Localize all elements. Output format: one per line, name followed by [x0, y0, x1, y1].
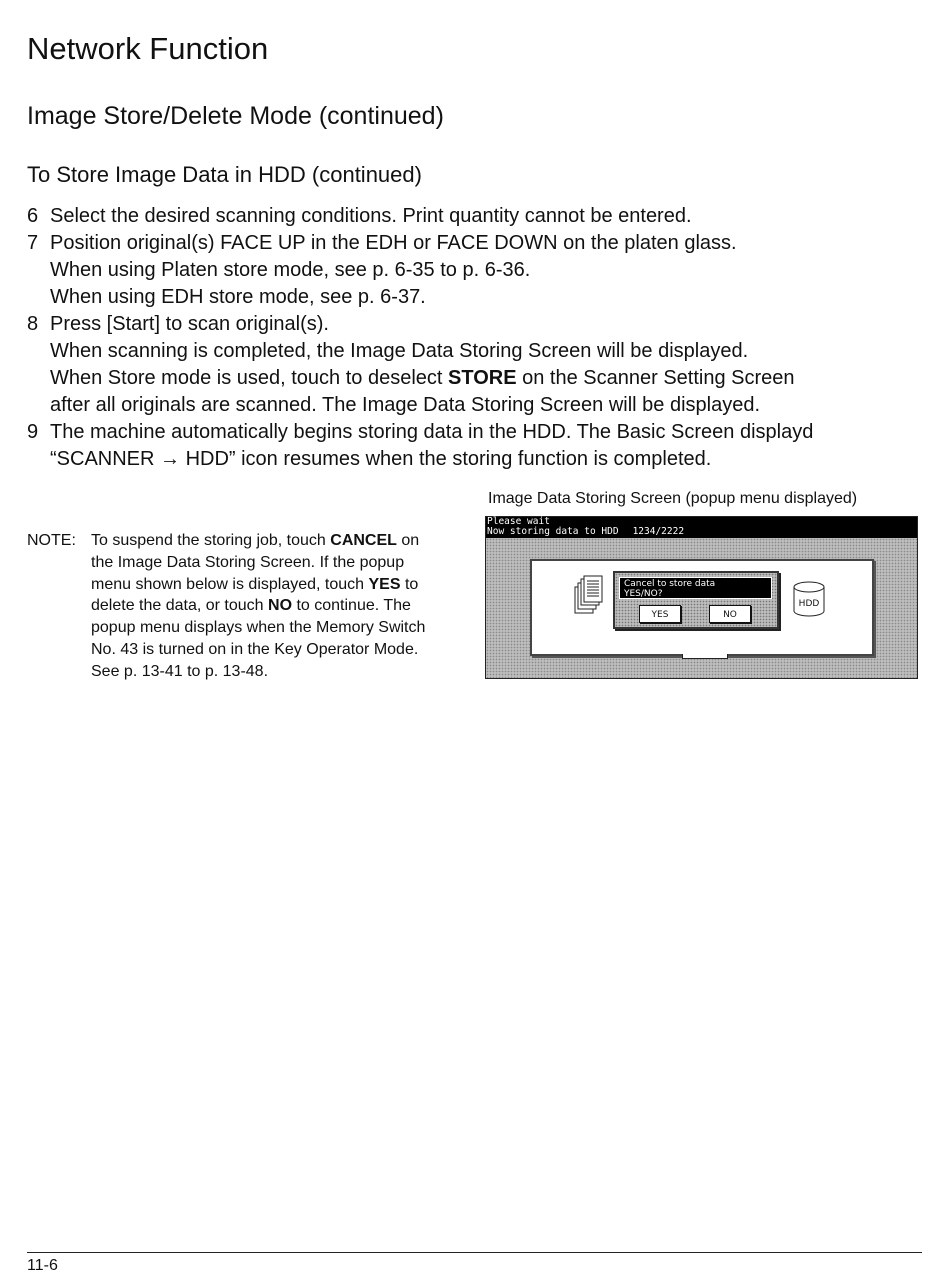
note-text: delete the data, or touch	[91, 597, 269, 615]
page-number: 11-6	[27, 1257, 58, 1274]
note-line: No. 43 is turned on in the Key Operator Mode.	[91, 640, 419, 658]
yes-button[interactable]: YES	[639, 605, 681, 623]
step-text: When using Platen store mode, see p. 6-35 to p. 6-36.	[50, 259, 531, 281]
store-keyword: STORE	[448, 367, 517, 389]
step-text: When using EDH store mode, see p. 6-37.	[50, 286, 426, 308]
note-line: See p. 13-41 to p. 13-48.	[91, 662, 269, 680]
step-text: after all originals are scanned. The Image Data Storing Screen will be displayed.	[50, 394, 761, 416]
page-title: Network Function	[27, 31, 269, 66]
note-text: on	[396, 532, 420, 549]
popup-line: Cancel to store data	[624, 579, 716, 589]
note-block	[27, 530, 472, 683]
subsection-title: To Store Image Data in HDD (continued)	[27, 162, 422, 187]
note-label: NOTE:	[27, 532, 76, 549]
step-text: Position original(s) FACE UP in the EDH or FACE DOWN on the platen glass.	[50, 232, 737, 254]
note-line	[91, 595, 472, 617]
step-text: Press [Start] to scan original(s).	[50, 313, 329, 335]
step-number: 7	[27, 232, 39, 254]
step-8	[27, 311, 927, 419]
step-number: 8	[27, 313, 39, 335]
note-line	[91, 574, 472, 596]
step-text-part: on the Scanner Setting Screen	[516, 367, 795, 389]
status-line	[487, 527, 917, 537]
documents-icon	[574, 575, 604, 619]
step-7	[27, 230, 927, 311]
step-text: When scanning is completed, the Image Data Storing Screen will be displayed.	[50, 340, 749, 362]
hdd-icon	[792, 581, 826, 617]
step-9	[27, 419, 927, 473]
popup-line: YES/NO?	[624, 589, 663, 599]
step-text: Select the desired scanning conditions. Print quantity cannot be entered.	[50, 205, 692, 227]
step-text-part: When Store mode is used, touch to deselect	[50, 367, 448, 389]
popup-message	[619, 577, 772, 599]
storing-panel	[530, 559, 874, 656]
cancel-keyword: CANCEL	[330, 532, 397, 549]
figure-caption: Image Data Storing Screen (popup menu displayed)	[488, 490, 858, 507]
progress-count: 1234/2222	[632, 526, 685, 537]
cancel-popup	[613, 571, 779, 629]
note-line: popup menu displays when the Memory Switch	[91, 619, 426, 637]
note-line	[91, 530, 472, 552]
status-text: Now storing data to HDD	[487, 526, 619, 537]
step-number: 6	[27, 205, 39, 227]
no-keyword: NO	[268, 597, 293, 615]
status-bar	[486, 517, 917, 538]
no-button[interactable]: NO	[709, 605, 751, 623]
note-text: To suspend the storing job, touch	[91, 532, 331, 549]
popup-tab	[682, 654, 728, 659]
note-text: menu shown below is displayed, touch	[91, 575, 369, 593]
hdd-label: HDD	[798, 599, 820, 609]
section-title: Image Store/Delete Mode (continued)	[27, 102, 444, 130]
step-text: “SCANNER → HDD” icon resumes when the storing function is completed.	[50, 448, 712, 470]
status-line: Please wait	[487, 516, 550, 527]
steps-list	[27, 203, 927, 473]
step-number: 9	[27, 421, 39, 443]
yes-keyword: YES	[368, 575, 401, 593]
note-text: to continue. The	[292, 597, 411, 615]
footer-rule	[27, 1252, 922, 1253]
image-data-storing-screen	[485, 516, 918, 679]
note-line: the Image Data Storing Screen. If the popup	[91, 553, 405, 571]
step-6	[27, 203, 927, 230]
step-text	[50, 365, 927, 392]
note-text: to	[400, 575, 419, 593]
step-text: The machine automatically begins storing data in the HDD. The Basic Screen displayd	[50, 421, 814, 443]
